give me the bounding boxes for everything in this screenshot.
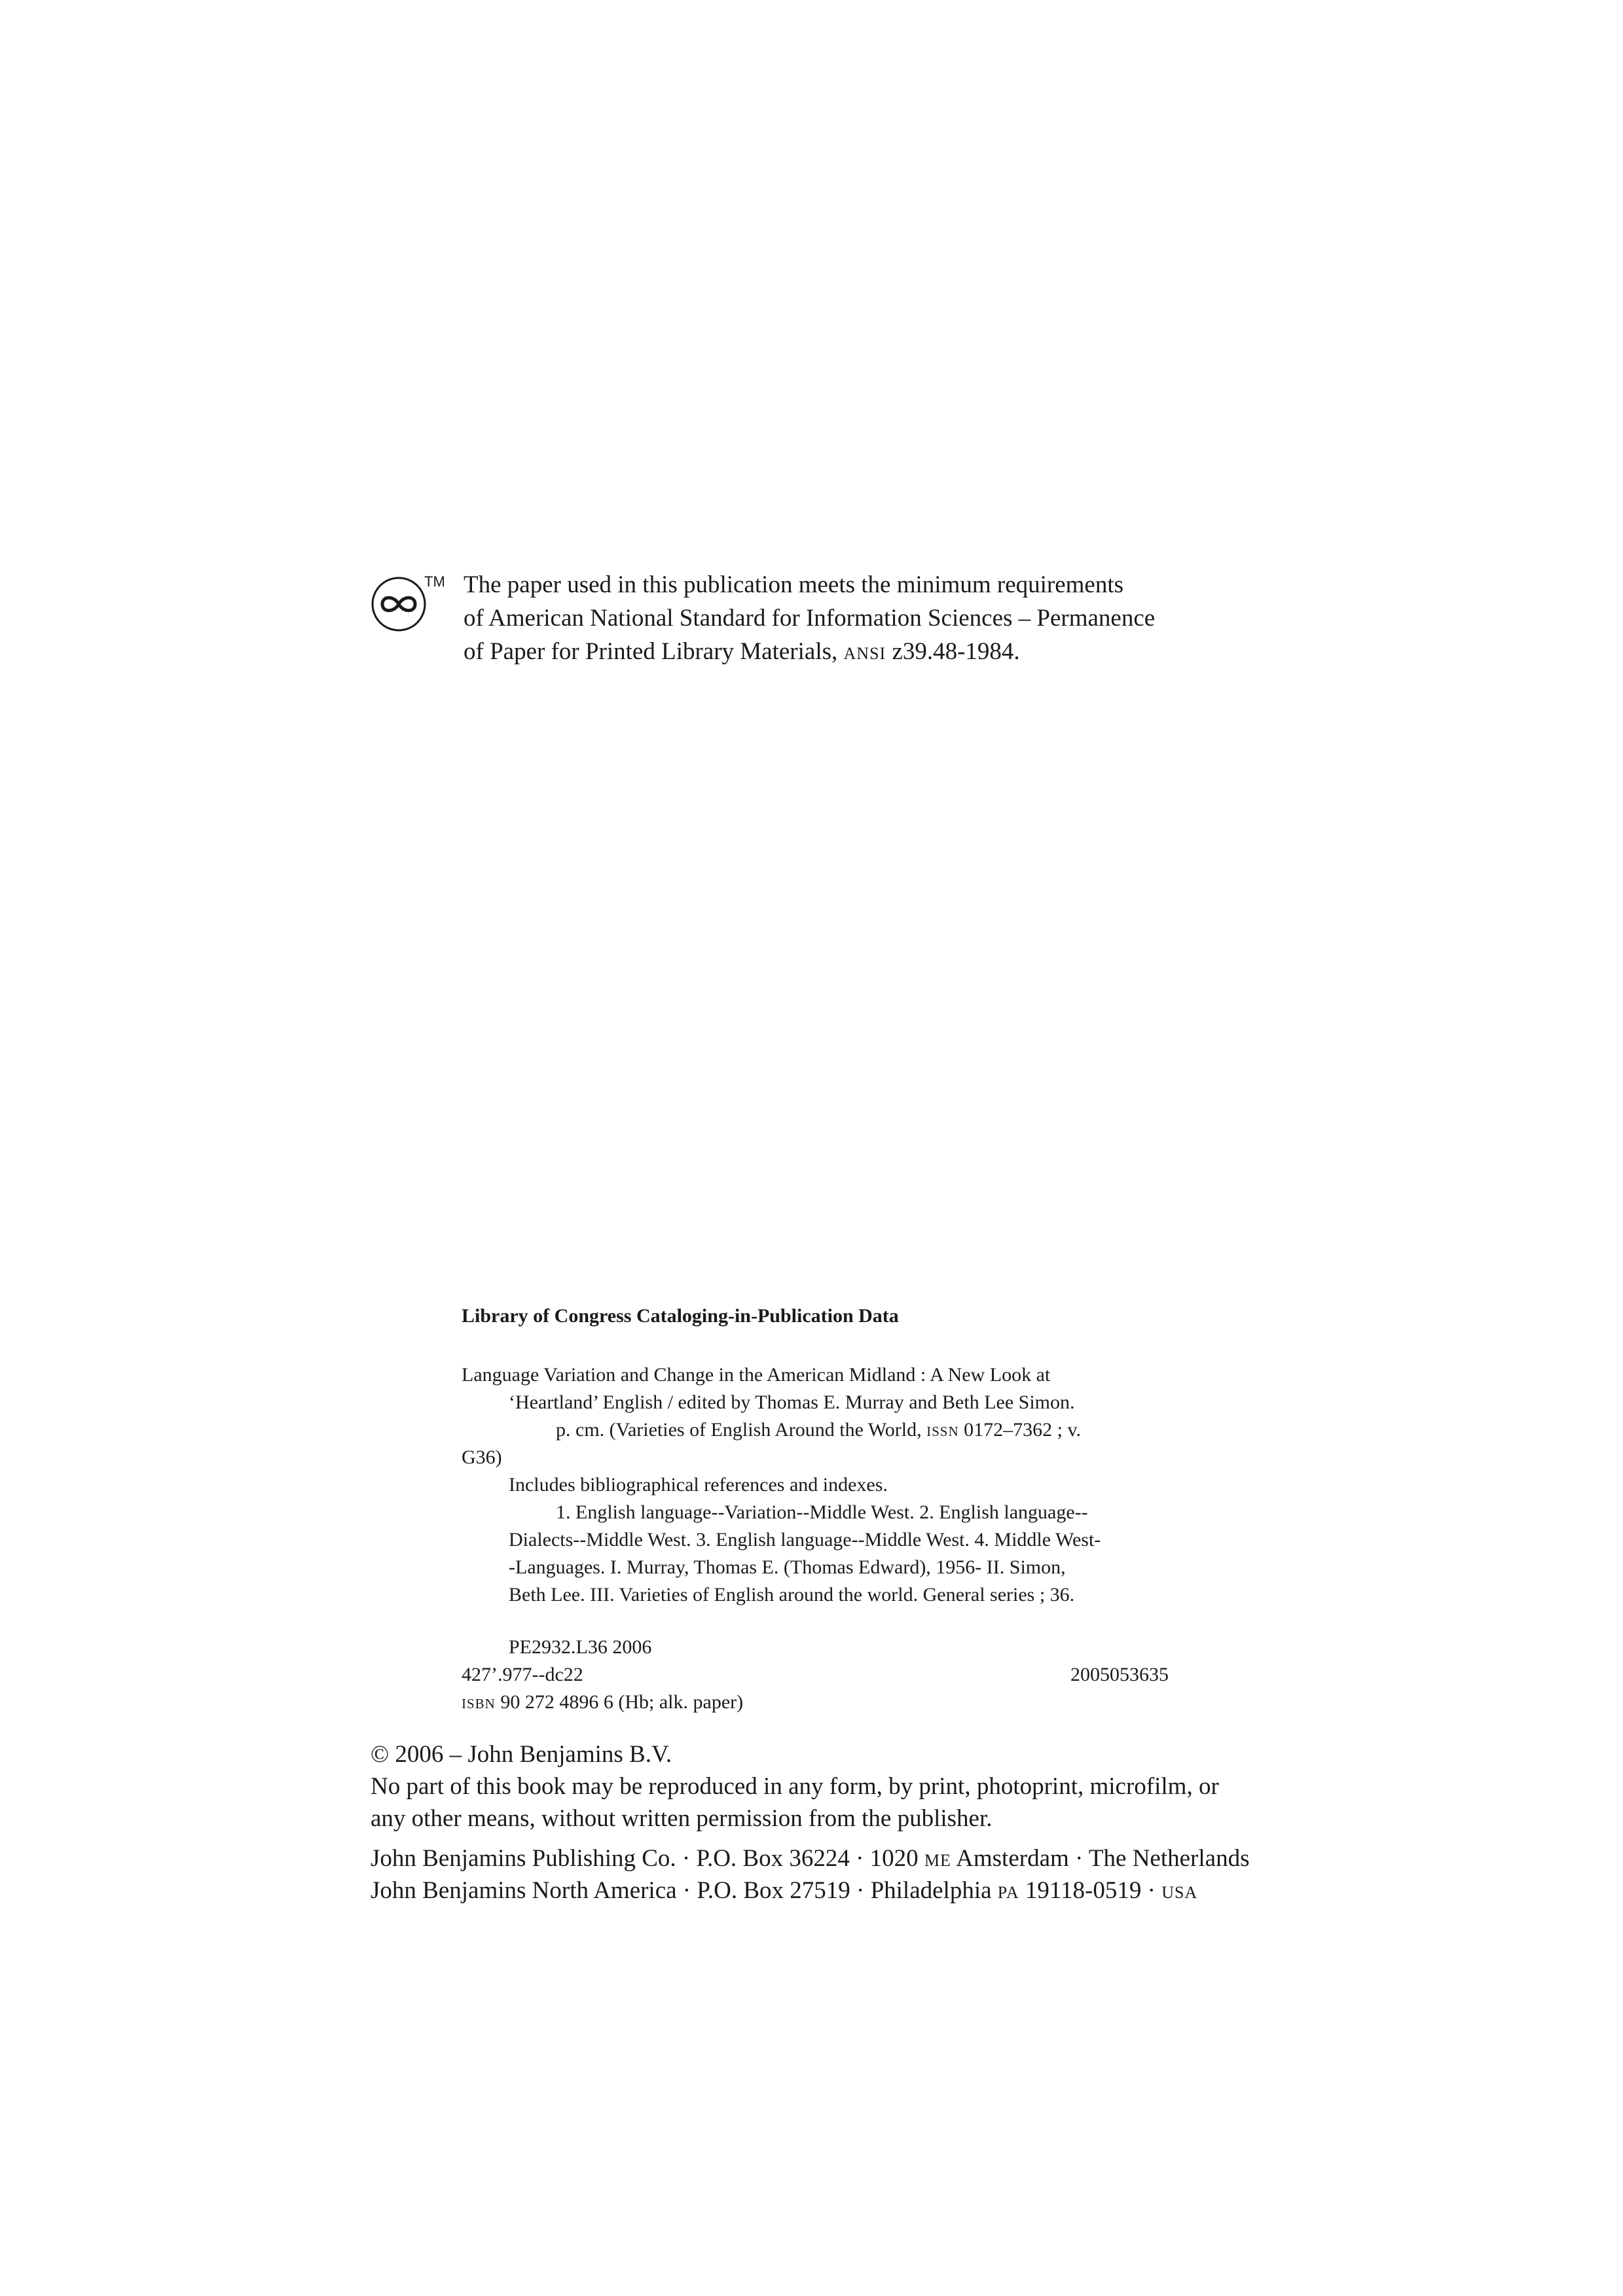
cip-lc-call-number: PE2932.L36 2006 [509,1636,652,1658]
publisher-address-north-america [371,1874,1254,1907]
ansi-code: z39.48-1984. [892,638,1020,665]
address-country-code: usa [1161,1877,1198,1904]
ansi-label: ansi [843,638,886,665]
trademark-mark: TM [424,573,445,590]
cip-classification-row [462,1661,1169,1689]
rights-statement-line: No part of this book may be reproduced in any form, by print, photoprint, microfilm, or [371,1773,1219,1800]
cip-isbn-line [462,1689,1169,1716]
infinity-paper-permanence-icon [371,576,427,632]
cip-subject-line: Beth Lee. III. Varieties of English around the world. General series ; 36. [509,1584,1075,1605]
issn-label: issn [926,1419,959,1441]
cip-lccn: 2005053635 [1070,1664,1169,1685]
cip-dewey-number: 427’.977--dc22 [462,1664,583,1685]
cip-series-text: p. cm. (Varieties of English Around the World, [556,1419,922,1441]
permanence-line-text: of Paper for Printed Library Materials, [464,638,838,665]
isbn-value: 90 272 4896 6 (Hb; alk. paper) [500,1691,744,1713]
isbn-label: isbn [462,1691,496,1713]
address-text: Amsterdam · The Netherlands [956,1845,1250,1872]
permanence-line: The paper used in this publication meets the minimum requirements [464,571,1124,598]
cip-includes: Includes bibliographical references and indexes. [509,1474,888,1496]
cip-title-line: ‘Heartland’ English / edited by Thomas E. Murray and Beth Lee Simon. [509,1391,1075,1413]
cip-series-continuation: G36) [462,1446,502,1468]
publisher-address-amsterdam [371,1842,1254,1874]
cip-subject-line: 1. English language--Variation--Middle West. 2. English language-- [556,1501,1088,1523]
address-text: John Benjamins North America · P.O. Box 27519 · Philadelphia [371,1877,992,1904]
cip-issn-value: 0172–7362 ; v. [964,1419,1082,1441]
address-text: John Benjamins Publishing Co. · P.O. Box 36224 · 1020 [371,1845,919,1872]
address-text: 19118-0519 · [1025,1877,1156,1904]
permanence-line [464,635,1223,668]
copyright-notice: © 2006 – John Benjamins B.V. [371,1741,672,1768]
cip-title-line: Language Variation and Change in the American Midland : A New Look at [462,1364,1051,1386]
rights-statement-line: any other means, without written permission from the publisher. [371,1805,993,1832]
cip-series-line [462,1416,1169,1444]
cataloging-in-publication-block [462,1302,1169,1716]
address-region-code: pa [997,1877,1019,1904]
copyright-block [371,1738,1254,1907]
permanence-statement [464,568,1223,668]
cip-heading: Library of Congress Cataloging-in-Publication Data [462,1305,899,1327]
permanence-line: of American National Standard for Information Sciences – Permanence [464,605,1156,632]
cip-subject-line: -Languages. I. Murray, Thomas E. (Thomas Edward), 1956- II. Simon, [509,1556,1066,1578]
cip-subject-line: Dialects--Middle West. 3. English language--Middle West. 4. Middle West- [509,1529,1101,1551]
address-region-code: me [924,1845,951,1872]
